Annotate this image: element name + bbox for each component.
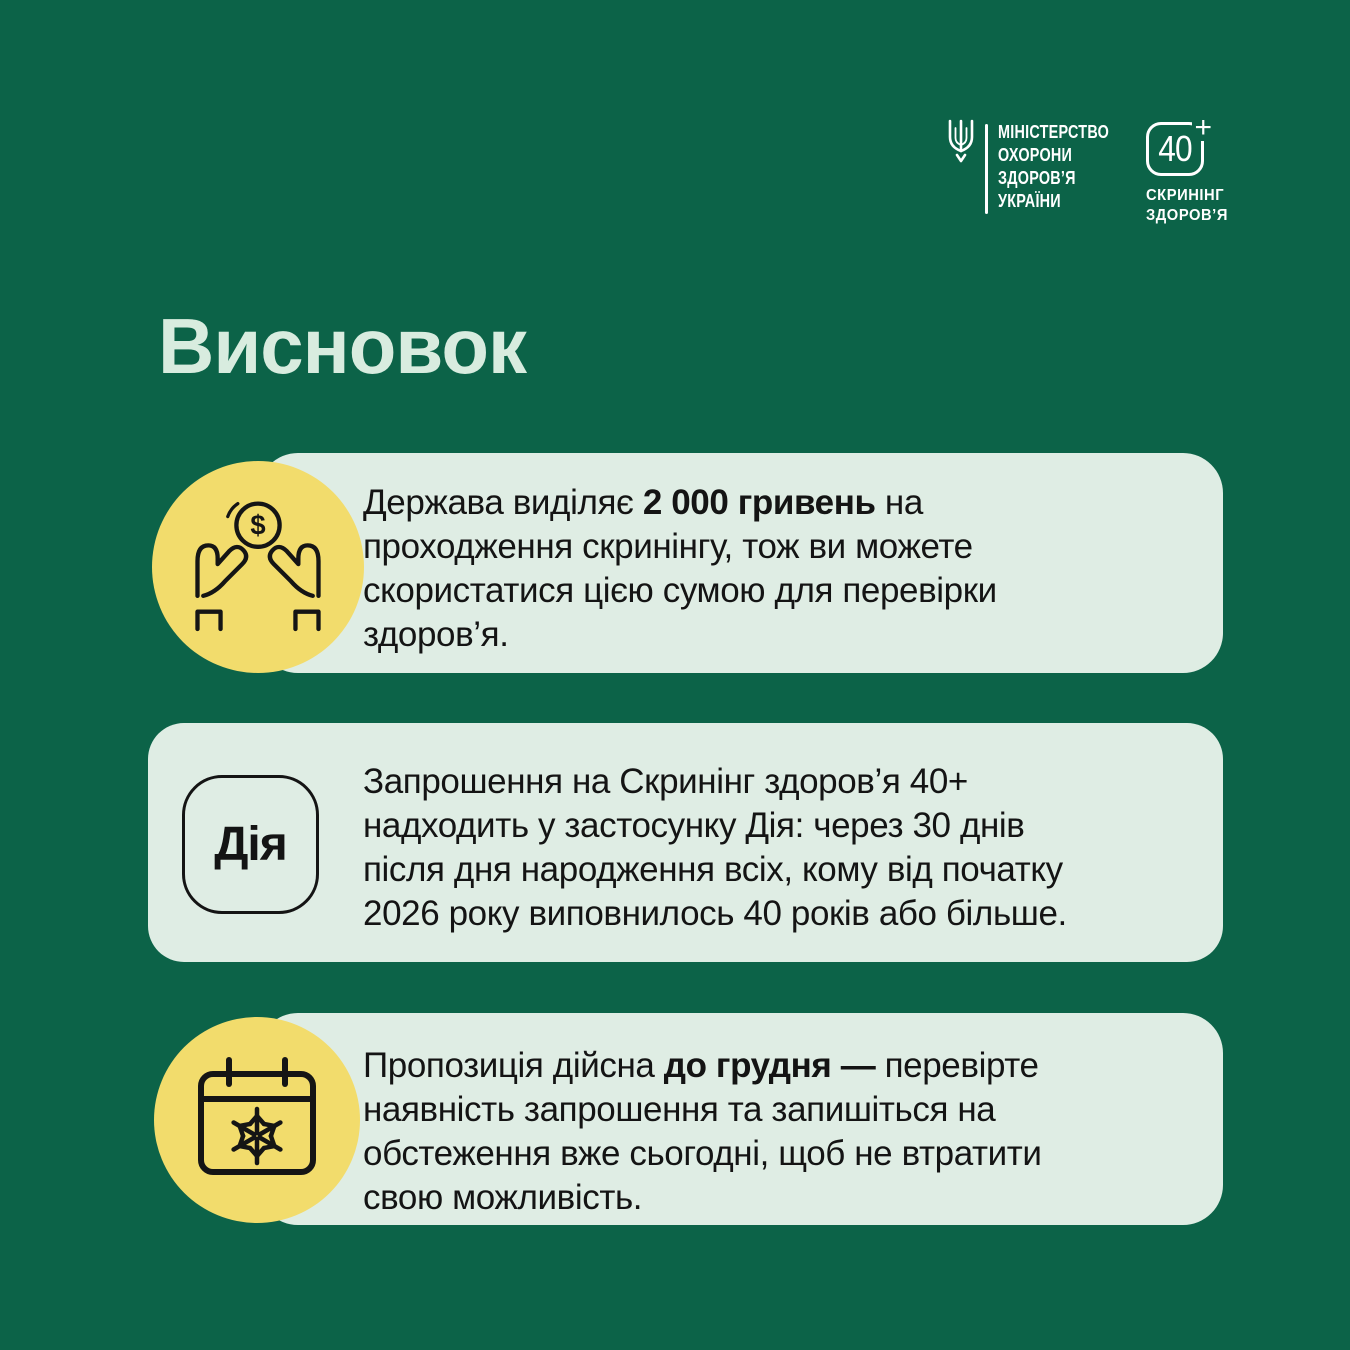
ministry-name-line: УКРАЇНИ	[998, 191, 1061, 211]
card-text-line: проходження скринінгу, тож ви можете	[363, 527, 973, 566]
badge-plus-sign: +	[1194, 111, 1212, 144]
logo-divider	[985, 124, 988, 214]
tryzub-icon	[946, 118, 976, 164]
card-text-line: свою можливість.	[363, 1178, 643, 1217]
card-text-line: Запрошення на Скринінг здоров’я 40+	[363, 762, 968, 801]
card-deadline-text	[363, 1044, 1042, 1220]
ministry-name-line: ЗДОРОВ’Я	[998, 168, 1076, 188]
ministry-logo	[946, 118, 976, 169]
card-text-line: надходить у застосунку Дія: через 30 днів	[363, 806, 1025, 845]
card-text-line: Держава виділяє 2 000 гривень на	[363, 483, 923, 522]
ministry-name-line: ОХОРОНИ	[998, 145, 1073, 165]
card-text-line: Пропозиція дійсна до грудня — перевірте	[363, 1046, 1039, 1085]
ministry-name	[998, 121, 1137, 213]
ministry-name-line: МІНІСТЕРСТВО	[998, 122, 1110, 142]
page-title: Висновок	[158, 302, 527, 390]
hands-coin-icon	[178, 482, 338, 652]
calendar-snowflake-icon	[182, 1045, 332, 1195]
screening-40plus-logo	[1146, 111, 1256, 226]
card-funding-text	[363, 481, 997, 657]
card-diia-text	[363, 760, 1067, 936]
card-text-line: після дня народження всіх, кому від початку	[363, 850, 1063, 889]
diia-app-icon	[182, 775, 319, 914]
badge-40-frame	[1146, 111, 1212, 176]
card-text-line: обстеження вже сьогодні, щоб не втратити	[363, 1134, 1042, 1173]
dollar-symbol: $	[250, 509, 266, 541]
badge-40-number: 40	[1158, 128, 1192, 169]
badge-caption	[1146, 186, 1256, 226]
right-hand	[270, 545, 319, 629]
left-hand	[197, 545, 246, 629]
snowflake-glyph	[230, 1109, 284, 1163]
funding-icon-circle	[152, 461, 364, 673]
card-text-line: скористатися цією сумою для перевірки	[363, 571, 997, 610]
card-text-line: наявність запрошення та запишіться на	[363, 1090, 996, 1129]
deadline-icon-circle	[154, 1017, 360, 1223]
badge-caption-line: СКРИНІНГ	[1146, 187, 1225, 204]
card-text-line: 2026 року виповнилось 40 років або більше.	[363, 894, 1067, 933]
diia-logo-text: Дія	[214, 818, 287, 871]
card-text-line: здоров’я.	[363, 615, 509, 654]
badge-caption-line: ЗДОРОВ’Я	[1146, 207, 1228, 224]
